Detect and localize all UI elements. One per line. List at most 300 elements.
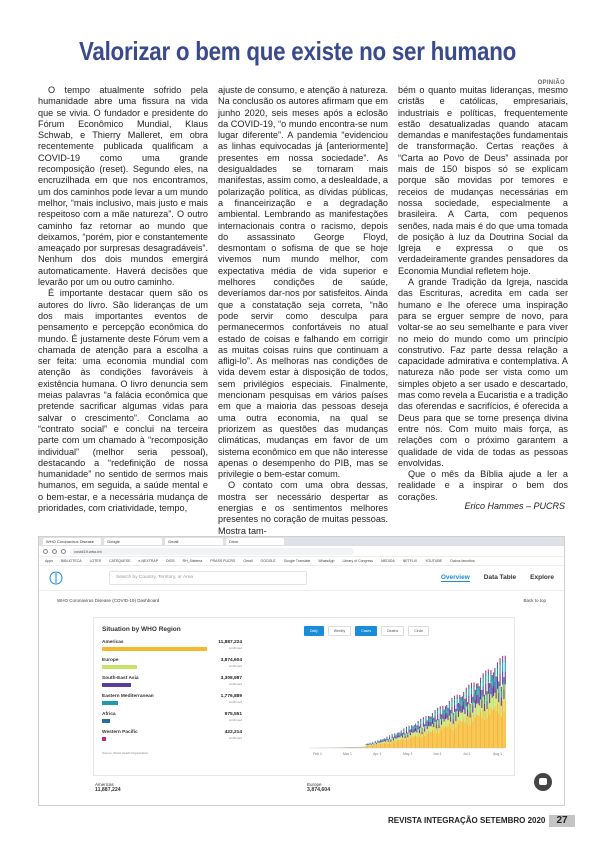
chart-bar-segment [468, 695, 469, 704]
chart-bar-segment [432, 714, 433, 716]
chart-bar-segment [461, 706, 462, 713]
chart-bar-segment [435, 716, 436, 721]
chart-bar-segment [409, 733, 410, 737]
chart-bar-segment [490, 683, 491, 694]
chart-bar-segment [407, 735, 408, 737]
chart-bar-segment [416, 732, 417, 736]
paragraph: É importante destacar quem são os autores do livro. São lideranças de um dos mais importantes eventos de pensamento e percepção econômica do mundo. É justamente deste Fórum vem a chamada de atenção para a escolha a ser feita: uma economia mundial com atenção às condições favoráveis à existência humana. O livro denuncia sem meias palavras “a falácia econômica que pretende sacrificar algumas vidas para salvar o crescimento”. Conclama ao “contrato social” e conclui na terceira parte com um chamado à “recomposição individual” (melhor seria pessoal), destacando a “redefinição de nossa humanidade” no sentido de sermos mais humanos, em seguida, a saúde mental e o bem-estar, e a necessária mudança de prioridades, com criatividade, tempo, [38, 288, 208, 513]
chart-bar-segment [477, 683, 478, 685]
section-tag: OPINIÃO [537, 80, 565, 86]
bookmark-item[interactable]: RH_Sistema [182, 559, 203, 563]
chart-bar-segment [415, 726, 416, 728]
chart-bar-segment [455, 712, 456, 716]
address-input[interactable]: covid19.who.int [70, 548, 354, 555]
region-sub: confirmed [228, 664, 242, 668]
chart-bar-segment [461, 722, 462, 748]
chart-bar-segment [412, 730, 413, 733]
chart-bar-segment [394, 734, 395, 735]
chart-bar-segment [500, 661, 501, 665]
back-icon[interactable] [43, 549, 48, 554]
circle-select[interactable]: Circle [408, 626, 429, 636]
chart-bar-segment [410, 730, 411, 731]
chart-bar-segment [432, 719, 433, 724]
dashboard-title: WHO Coronavirus Disease (COVID-19) Dashboard [57, 597, 160, 603]
chart-bar-segment [406, 727, 407, 728]
chart-bar-segment [475, 708, 476, 718]
chart-bar-segment [472, 713, 473, 722]
region-row[interactable] [102, 712, 242, 723]
chart-bar-segment [399, 740, 400, 748]
chart-bar-segment [463, 694, 464, 697]
paragraph: O tempo atualmente sofrido pela humanidade abre uma fissura na vida que se vivia. O fundador e presidente do Fórum Econômico Mundial, Klaus Schwab, e Thierry Malleret, em obra recentemente publicada qualificam a COVID-19 como uma grande recomposição (reset). Segundo eles, na encruzilhada em que nos encontramos, um dos caminhos pode levar a um mundo melhor, “mais inclusivo, mais justo e mais respeitoso com a mãe natureza”. O outro caminho faz retornar ao mundo que deixamos, “porém, pior e constantemente ameaçado por surpresas desagradáveis”. Nenhum dos dois mundos emergirá automaticamente. Haverá decisões que levarão por um ou outro caminho. [38, 85, 208, 288]
chart-bar-segment [467, 724, 468, 748]
chart-bar-segment [396, 735, 397, 736]
chart-bar-segment [383, 741, 384, 742]
chart-bar-segment [420, 724, 421, 728]
bookmark-item[interactable]: Google Translate [283, 559, 311, 563]
region-name: Africa [102, 712, 116, 717]
region-name: Europe [102, 658, 119, 663]
chart-bar-segment [422, 737, 423, 748]
bookmark-item[interactable]: Apps [45, 559, 53, 563]
chart-bar-segment [431, 726, 432, 731]
chart-bar-segment [490, 676, 491, 683]
chart-bar-segment [468, 690, 469, 696]
region-name: South-East Asia [102, 676, 139, 681]
tab-overview[interactable]: Overview [440, 574, 470, 581]
chart-bar-segment [366, 745, 367, 746]
chart-bar-segment [481, 700, 482, 708]
page-number: 27 [549, 815, 575, 827]
chart-bar-segment [459, 695, 460, 697]
chart-bar-segment [380, 744, 381, 748]
chart-bar-segment [371, 746, 372, 748]
chart-bar-segment [444, 711, 445, 713]
chart-bar-segment [411, 732, 412, 736]
chart-bar-segment [457, 696, 458, 699]
chart-bar-segment [455, 728, 456, 748]
mini-card-name: Europe [307, 782, 322, 787]
chart-bar-segment [437, 708, 438, 709]
chart-bar-segment [390, 743, 391, 748]
chart-bar-segment [367, 745, 368, 746]
chart-bar-segment [386, 740, 387, 742]
region-bar [102, 647, 207, 651]
chart-bar-segment [366, 745, 367, 746]
chart-bar-segment [403, 729, 404, 730]
chart-bar-segment [373, 744, 374, 745]
chart-bar-segment [394, 738, 395, 741]
bookmark-item[interactable]: Outros favoritos [450, 559, 475, 563]
bookmark-item[interactable]: NETFLIX [402, 559, 418, 563]
chart-bar-segment [416, 727, 417, 729]
region-value: 975,551 [224, 712, 242, 717]
chart-bar-segment [402, 740, 403, 748]
chart-bar-segment [368, 744, 369, 745]
chart-bar-segment [457, 704, 458, 711]
chart-bar-segment [423, 718, 424, 720]
chart-bar-segment [367, 746, 368, 748]
chart-bar-segment [409, 726, 410, 727]
chart-bar-segment [466, 688, 467, 690]
region-sub: confirmed [228, 718, 242, 722]
chart-bar-segment [476, 686, 477, 689]
chart-bar-segment [429, 717, 430, 719]
chart-bar-segment [450, 713, 451, 716]
bookmark-item[interactable]: CATEQUESE [109, 559, 131, 563]
chart-bar-segment [468, 704, 469, 715]
chart-bar-segment [448, 727, 449, 748]
chart-bar-segment [399, 737, 400, 740]
chart-bar-segment [422, 729, 423, 731]
chart-bar-segment [466, 706, 467, 716]
chart-bar-segment [437, 711, 438, 715]
region-row[interactable] [102, 676, 242, 687]
chart-bar-segment [464, 714, 465, 722]
chart-bar-segment [449, 724, 450, 748]
region-bar [102, 683, 131, 687]
chart-bar-segment [455, 709, 456, 710]
chart-bar-segment [470, 718, 471, 726]
chart-bar-segment [480, 690, 481, 700]
chart-bar-segment [477, 714, 478, 748]
chart-bar-segment [455, 715, 456, 720]
chart-bar-segment [428, 726, 429, 731]
browser-tab[interactable]: WHO Coronavirus Disease [43, 538, 101, 545]
daily-toggle[interactable]: Daily [304, 626, 324, 636]
chart-bar-segment [488, 672, 489, 676]
chart-bar-segment [471, 685, 472, 688]
chart-bar-segment [416, 726, 417, 727]
chart-bar-segment [388, 740, 389, 741]
chart-bar-segment [397, 733, 398, 734]
chart-bar-segment [458, 717, 459, 725]
chart-bar-segment [416, 736, 417, 748]
chart-bar-segment [492, 688, 493, 698]
chart-bar-segment [479, 691, 480, 697]
chart-bar-segment [462, 705, 463, 712]
chart-bar-segment [405, 736, 406, 738]
chart-bar-segment [415, 728, 416, 731]
chart-bar-segment [442, 706, 443, 707]
chart-bar-segment [370, 744, 371, 745]
chart-bar-segment [406, 733, 407, 737]
chart-bar-segment [472, 697, 473, 699]
region-sub: confirmed [228, 646, 242, 650]
chart-bar-segment [449, 709, 450, 716]
chart-bar-segment [441, 714, 442, 715]
chart-bar-segment [453, 713, 454, 714]
bookmark-item[interactable]: MEDIDA [381, 559, 395, 563]
chart-bar-segment [399, 734, 400, 735]
chart-bar-segment [440, 708, 441, 710]
chart-bar-segment [497, 669, 498, 677]
chart-bar-segment [493, 709, 494, 748]
chart-bar-segment [437, 715, 438, 721]
chart-bar-segment [484, 711, 485, 720]
chart-bar-segment [427, 723, 428, 725]
x-tick-label: Aug 1 [493, 752, 503, 756]
chart-bar-segment [477, 703, 478, 714]
browser-tab[interactable]: Gmail [165, 538, 223, 545]
column-2 [218, 85, 388, 536]
cases-toggle[interactable]: Cases [355, 626, 377, 636]
chart-bar-segment [418, 721, 419, 722]
chart-bar-segment [453, 730, 454, 748]
chart-bar-segment [445, 726, 446, 748]
chart-bar-segment [493, 696, 494, 709]
chart-bar-segment [433, 720, 434, 723]
header-tabs [441, 574, 554, 582]
chart-bar-segment [490, 672, 491, 676]
chart-bar-segment [442, 726, 443, 748]
article-body [38, 85, 568, 536]
chart-bar-segment [494, 706, 495, 748]
chart-bar-segment [485, 684, 486, 695]
chart-bar-segment [483, 686, 484, 696]
chart-bar-segment [446, 706, 447, 708]
chart-bar-segment [422, 734, 423, 737]
bookmark-item[interactable]: Gmail [243, 559, 253, 563]
bookmark-item[interactable]: DIOS [166, 559, 175, 563]
chart-bar-segment [450, 722, 451, 728]
search-input[interactable]: Search by Country, Territory, or Area [109, 571, 307, 585]
chart-bar-segment [479, 686, 480, 688]
chart-bar-segment [501, 697, 502, 706]
browser-tab[interactable]: Drive [226, 538, 284, 545]
magazine-footer: REVISTA INTEGRAÇÃO SETEMBRO 2020 [388, 816, 546, 825]
region-name: Western Pacific [102, 730, 138, 735]
chart-bar-segment [433, 723, 434, 727]
situation-panel [93, 617, 515, 776]
chart-bar-segment [476, 715, 477, 748]
chart-bar-segment [497, 665, 498, 669]
chart-bar-segment [376, 744, 377, 745]
chart-bar-segment [492, 681, 493, 688]
chart-bar-segment [424, 724, 425, 725]
chart-bar-segment [423, 727, 424, 732]
x-tick-label: Jun 1 [433, 752, 442, 756]
chart-bar-segment [475, 718, 476, 748]
bookmark-item[interactable]: PRASS PUCRS [210, 559, 236, 563]
chart-bar-segment [389, 736, 390, 737]
chart-bar-segment [485, 708, 486, 748]
chart-bar-segment [466, 698, 467, 706]
tab-data-table[interactable]: Data Table [483, 574, 517, 581]
chart-bar-segment [432, 724, 433, 730]
tab-explore[interactable]: Explore [530, 574, 554, 581]
chart-bar-segment [502, 656, 503, 659]
bookmark-item[interactable]: GOOGLE [260, 559, 276, 563]
chart-bar-segment [420, 721, 421, 724]
chart-bar-segment [454, 700, 455, 705]
chart-bar-segment [425, 719, 426, 722]
deaths-toggle[interactable]: Deaths [381, 626, 404, 636]
chart-bar-segment [481, 690, 482, 692]
chart-bar-segment [414, 725, 415, 726]
x-tick-label: May 1 [403, 752, 413, 756]
chart-bar-segment [411, 725, 412, 726]
chart-bar-segment [401, 731, 402, 732]
chart-bar-segment [451, 713, 452, 722]
chart-bar-segment [490, 670, 491, 672]
chart-bar-segment [432, 713, 433, 714]
bookmark-item[interactable]: BIBLIOTECA [60, 559, 82, 563]
chart-bar-segment [490, 694, 491, 707]
chart-bar-segment [436, 733, 437, 748]
chart-bar-segment [411, 727, 412, 729]
chart-bar-segment [470, 711, 471, 717]
chart-bar-segment [379, 742, 380, 743]
chart-bar-segment [441, 715, 442, 717]
chart-bar-segment [479, 688, 480, 691]
chart-bar-segment [484, 695, 485, 697]
chart-bar-segment [432, 716, 433, 719]
bookmark-item[interactable]: Library of Congress [342, 559, 374, 563]
chart-bar-segment [396, 737, 397, 739]
chart-bar-segment [407, 740, 408, 748]
chart-bar-segment [480, 711, 481, 748]
chart-bar-segment [472, 705, 473, 712]
chat-icon[interactable] [534, 773, 552, 791]
chart-bar-segment [475, 690, 476, 692]
chart-bar-segment [393, 737, 394, 738]
chart-bar-segment [500, 658, 501, 661]
chart-bar-segment [485, 671, 486, 673]
chart-bar-segment [423, 720, 424, 723]
chart-bar-segment [410, 735, 411, 738]
chart-bar-segment [442, 709, 443, 713]
chart-bar-segment [440, 710, 441, 714]
chart-bar-segment [398, 737, 399, 740]
chart-bar-segment [476, 704, 477, 715]
chart-bar-segment [428, 731, 429, 748]
chart-bar-segment [453, 716, 454, 719]
chart-bar-segment [471, 688, 472, 694]
chart-bar-segment [407, 737, 408, 740]
chart-bar-segment [419, 730, 420, 733]
chart-bar-segment [429, 717, 430, 718]
chart-bar-segment [390, 742, 391, 744]
chart-bar-segment [503, 683, 504, 689]
chart-bar-segment [424, 725, 425, 726]
chart-bar-segment [393, 742, 394, 748]
chart-bar-segment [445, 719, 446, 726]
chart-bar-segment [376, 743, 377, 744]
chart-bar-segment [451, 698, 452, 700]
region-value: 1,776,889 [220, 694, 242, 699]
chart-bar-segment [401, 736, 402, 739]
chart-bar-segment [487, 709, 488, 719]
chart-bar-segment [373, 745, 374, 746]
chart-bar-segment [493, 679, 494, 686]
bookmark-item[interactable]: YOUTUBE [425, 559, 443, 563]
chart-bar-segment [433, 718, 434, 719]
region-bar [102, 737, 106, 741]
chart-bar-segment [463, 702, 464, 710]
bookmark-item[interactable]: WhatsApp [318, 559, 335, 563]
bookmark-item[interactable]: LOTES [89, 559, 102, 563]
chart-bar-segment [431, 717, 432, 718]
chart-bar-segment [367, 744, 368, 745]
chart-bar-segment [497, 703, 498, 748]
chart-bar-segment [440, 726, 441, 748]
chart-bar-segment [414, 726, 415, 727]
chart-bar-segment [379, 743, 380, 744]
browser-tab[interactable]: Google [104, 538, 162, 545]
chart-bar-segment [483, 679, 484, 686]
chart-bar-segment [377, 741, 378, 742]
chart-bar-segment [502, 659, 503, 664]
mini-card-europe [307, 782, 330, 793]
chart-bar-segment [458, 703, 459, 704]
chart-bar-segment [431, 732, 432, 748]
chart-bar-segment [377, 743, 378, 744]
chart-bar-segment [414, 736, 415, 748]
chart-bar-segment [376, 743, 377, 744]
chart-bar-segment [451, 706, 452, 713]
mini-card-americas [95, 782, 121, 793]
chart-bar-segment [451, 702, 452, 707]
chart-bar-segment [498, 682, 499, 684]
chart-bar-segment [446, 708, 447, 712]
chart-bar-segment [393, 740, 394, 742]
reload-icon[interactable] [61, 549, 66, 554]
region-row[interactable] [102, 658, 242, 669]
chart-bar-segment [496, 689, 497, 699]
chart-bar-segment [398, 740, 399, 748]
bookmarks-bar [39, 557, 564, 566]
chart-bar-segment [425, 731, 426, 748]
chart-bar-segment [396, 739, 397, 741]
chart-bar-segment [396, 736, 397, 737]
source-note: Source: World Health Organization [102, 751, 149, 755]
chart-bar-segment [457, 695, 458, 697]
chart-bar-segment [484, 699, 485, 704]
chart-bar-segment [433, 732, 434, 748]
chart-bar-segment [390, 740, 391, 741]
chart-bar-segment [428, 717, 429, 719]
chart-bar-segment [489, 688, 490, 694]
paragraph: A grande Tradição da Igreja, nascida das Escrituras, acredita em cada ser humano e lhe oferece uma inspiração para se erguer sempre de novo, para voltar-se ao seu semelhante e para viver no meio do mundo como um princípio construtivo. Faz parte dessa relação a capacidade admirativa e contemplativa. A natureza não pode ser vista como um simples objeto a ser usado e descartado, mas como revela a Eucaristia e a tradição das oferendas e sacrifícios, é oferecida a Deus para que se torne presença divina entre nós. Com muito mais força, as relações com o próximo garantem a qualidade de vida de todas as pessoas envolvidas. [398, 277, 568, 468]
chart-bar-segment [376, 745, 377, 748]
chart-bar-segment [388, 740, 389, 741]
chart-bar-segment [415, 724, 416, 725]
chart-bar-segment [419, 726, 420, 727]
region-name: Americas [102, 640, 124, 645]
weekly-toggle[interactable]: Weekly [328, 626, 351, 636]
chart-bar-segment [370, 745, 371, 748]
chart-bar-segment [485, 673, 486, 677]
region-row[interactable] [102, 640, 242, 651]
bookmark-item[interactable]: e-NEXTRAP [138, 559, 159, 563]
back-to-top-link[interactable]: Back to top [523, 597, 546, 603]
chart-bar-segment [427, 721, 428, 722]
region-row[interactable] [102, 694, 242, 705]
chart-bar-segment [498, 687, 499, 693]
chart-bar-segment [418, 722, 419, 723]
chart-bar-segment [505, 658, 506, 663]
region-row[interactable] [102, 730, 242, 741]
chart-bar-segment [498, 693, 499, 702]
chart-bar-segment [461, 701, 462, 706]
chart-bar-segment [414, 727, 415, 729]
chart-bar-segment [498, 702, 499, 713]
forward-icon[interactable] [52, 549, 57, 554]
chart-bar-segment [438, 719, 439, 720]
chart-bar-segment [487, 696, 488, 701]
chart-bar-segment [420, 728, 421, 733]
